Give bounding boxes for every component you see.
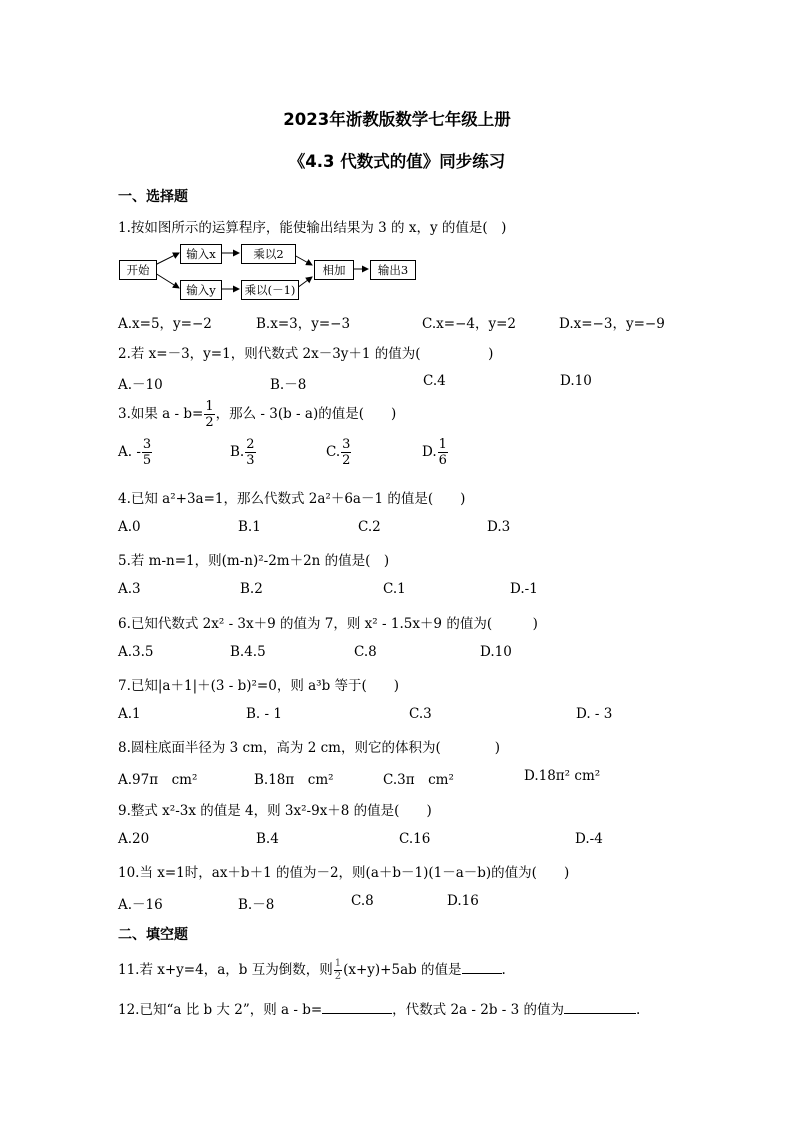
q11-frac-denominator: 2: [334, 971, 342, 982]
q3-option-d: [422, 438, 449, 467]
q9-option-d: D.-4: [575, 831, 603, 847]
question-4-stem: 4.已知 a²+3a=1，那么代数式 2a²＋6a－1 的值是( ): [118, 491, 466, 507]
section-heading-choice: 一、选择题: [118, 189, 188, 205]
question-1-stem: 1.按如图所示的运算程序，能使输出结果为 3 的 x，y 的值是( ): [118, 220, 507, 236]
q3-option-d-fraction: [438, 438, 448, 467]
q3-option-a-fraction: [142, 438, 152, 467]
q3-stem-part-a: 3.如果 a - b=: [118, 406, 204, 422]
q11-stem-end: .: [501, 962, 506, 978]
q8-option-d: D.18π² cm²: [524, 768, 601, 784]
q4-option-d: D.3: [487, 519, 511, 535]
q3-stem-part-b: ，那么 - 3(b - a)的值是( ): [215, 406, 397, 422]
question-11-stem: [118, 958, 506, 982]
q11-stem-part-b: (x+y)+5ab 的值是: [343, 962, 462, 978]
question-7-stem: 7.已知|a＋1|＋(3 - b)²=0，则 a³b 等于( ): [118, 678, 400, 694]
q12-stem-end: .: [636, 1002, 641, 1018]
q3-option-c-fraction: [341, 438, 351, 467]
q3-option-a-prefix: A. -: [118, 444, 141, 460]
q12-stem-part-b: ，代数式 2a - 2b - 3 的值为: [392, 1002, 564, 1018]
q7-option-d: D. - 3: [576, 706, 613, 722]
q11-fraction: [334, 959, 342, 982]
question-6-stem: 6.已知代数式 2x² - 3x＋9 的值为 7，则 x² - 1.5x＋9 的值为( ): [118, 616, 538, 632]
flow-output-box: 输出3: [370, 260, 416, 280]
q5-option-b: B.2: [240, 581, 263, 597]
q3-option-a: [118, 438, 153, 467]
flow-input-y-box: 输入y: [180, 280, 222, 300]
q3-option-d-num: 1: [438, 437, 447, 452]
q2-option-b: B.－8: [270, 377, 307, 393]
q2-option-a: A.－10: [118, 377, 163, 393]
q10-option-a: A.－16: [118, 897, 163, 913]
q8-option-a: A.97π cm²: [118, 772, 198, 788]
q3-option-b-prefix: B.: [230, 444, 245, 460]
flow-add-box: 相加: [314, 260, 354, 280]
q12-answer-blank-1[interactable]: [322, 1001, 392, 1014]
q3-option-b: [230, 438, 257, 467]
q8-option-b: B.18π cm²: [254, 772, 334, 788]
q6-option-b: B.4.5: [230, 644, 266, 660]
question-9-stem: 9.整式 x²-3x 的值是 4，则 3x²-9x＋8 的值是( ): [118, 803, 432, 819]
document-title: 2023年浙教版数学七年级上册: [283, 110, 511, 129]
q10-option-d: D.16: [447, 893, 479, 909]
q4-option-b: B.1: [238, 519, 261, 535]
q2-option-d: D.10: [560, 373, 592, 389]
q3-option-c-num: 3: [342, 437, 351, 452]
q12-stem-part-a: 12.已知“a 比 b 大 2”，则 a - b=: [118, 1002, 323, 1018]
question-2-stem: 2.若 x=－3，y=1，则代数式 2x－3y＋1 的值为( ): [118, 346, 494, 362]
q6-option-c: C.8: [354, 644, 377, 660]
q2-option-c: C.4: [423, 373, 446, 389]
q5-option-d: D.-1: [510, 581, 538, 597]
q3-option-c-prefix: C.: [326, 444, 341, 460]
q3-fraction: [204, 400, 214, 429]
q3-frac-denominator: 2: [205, 415, 214, 430]
q9-option-a: A.20: [118, 831, 150, 847]
flowchart: [118, 243, 418, 300]
q3-option-d-den: 6: [438, 453, 447, 468]
q3-frac-numerator: 1: [205, 399, 214, 414]
question-3-stem: [118, 400, 396, 429]
question-8-stem: 8.圆柱底面半径为 3 cm，高为 2 cm，则它的体积为( ): [118, 740, 500, 756]
document-subtitle: 《4.3 代数式的值》同步练习: [288, 152, 506, 171]
q10-option-b: B.－8: [238, 897, 275, 913]
q11-frac-numerator: 1: [334, 958, 342, 969]
q3-option-a-den: 5: [142, 453, 152, 468]
q7-option-a: A.1: [118, 706, 141, 722]
q3-option-b-fraction: [245, 438, 255, 467]
q11-answer-blank[interactable]: [462, 961, 502, 974]
q3-option-b-num: 2: [246, 437, 255, 452]
q3-option-c: [326, 438, 352, 467]
q7-option-c: C.3: [409, 706, 432, 722]
q1-option-c: C.x=−4，y=2: [422, 316, 516, 332]
q9-option-b: B.4: [256, 831, 279, 847]
flow-start-box: 开始: [119, 260, 157, 280]
q9-option-c: C.16: [399, 831, 431, 847]
q3-option-c-den: 2: [342, 453, 351, 468]
q5-option-a: A.3: [118, 581, 141, 597]
q3-option-d-prefix: D.: [422, 444, 437, 460]
q11-stem-part-a: 11.若 x+y=4，a，b 互为倒数，则: [118, 962, 333, 978]
q7-option-b: B. - 1: [246, 706, 282, 722]
flow-times-neg1-box: 乘以(－1): [241, 280, 299, 300]
question-10-stem: 10.当 x=1时，ax＋b＋1 的值为－2，则(a＋b－1)(1－a－b)的值为( ): [118, 865, 570, 881]
question-12-stem: [118, 998, 640, 1018]
flow-times-2-box: 乘以2: [241, 244, 296, 264]
section-heading-fill-blank: 二、填空题: [118, 927, 188, 943]
q6-option-a: A.3.5: [118, 644, 154, 660]
q12-answer-blank-2[interactable]: [564, 1001, 636, 1014]
q5-option-c: C.1: [383, 581, 406, 597]
q1-option-a: A.x=5，y=−2: [118, 316, 212, 332]
q10-option-c: C.8: [351, 893, 374, 909]
q8-option-c: C.3π cm²: [383, 772, 454, 788]
q1-option-b: B.x=3，y=−3: [256, 316, 351, 332]
q1-option-d: D.x=−3，y=−9: [559, 316, 665, 332]
flow-input-x-box: 输入x: [180, 244, 222, 264]
question-5-stem: 5.若 m-n=1，则(m-n)²-2m＋2n 的值是( ): [118, 553, 390, 569]
q3-option-b-den: 3: [246, 453, 255, 468]
q4-option-a: A.0: [118, 519, 141, 535]
q6-option-d: D.10: [480, 644, 512, 660]
q3-option-a-num: 3: [142, 437, 152, 452]
q4-option-c: C.2: [358, 519, 381, 535]
